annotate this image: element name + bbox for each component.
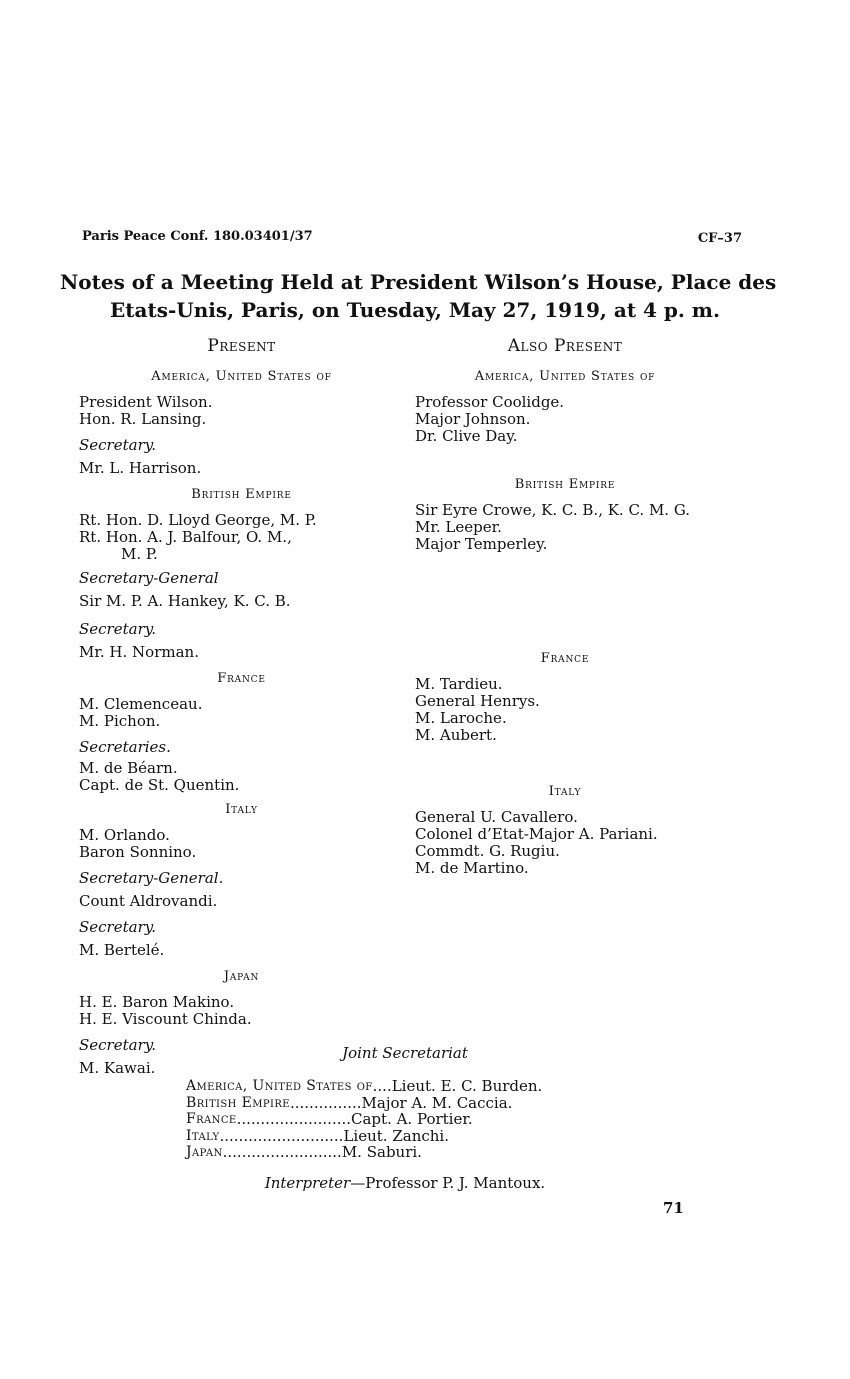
present-italy-heading: Italy	[225, 802, 258, 817]
present-italy-role-2: Secretary.	[79, 918, 156, 936]
also-america-members	[415, 394, 755, 445]
secretary: M. de Béarn.	[79, 759, 178, 777]
present-british-members	[79, 512, 404, 563]
member: Professor Coolidge.	[415, 393, 565, 411]
row-leader: ..........................	[219, 1126, 344, 1145]
present-column	[79, 338, 404, 1077]
also-france-heading: France	[540, 651, 590, 666]
row-leader: .........................	[222, 1143, 342, 1162]
row-country: America, United States of	[186, 1078, 373, 1094]
member-continuation: M. P.	[121, 545, 158, 563]
present-british-secretary-block	[79, 644, 404, 661]
present-japan-secretary-block	[79, 1060, 404, 1077]
member: Rt. Hon. D. Lloyd George, M. P.	[79, 511, 317, 529]
present-france-members	[79, 696, 404, 730]
member: General U. Cavallero.	[415, 808, 578, 826]
present-italy-role-1: Secretary-General.	[79, 869, 224, 887]
joint-secretariat-row	[186, 1111, 542, 1128]
joint-secretariat-row	[186, 1095, 542, 1112]
present-heading: Present	[207, 336, 276, 356]
document-code: CF–37	[697, 231, 742, 246]
member: Rt. Hon. A. J. Balfour, O. M.,	[79, 528, 292, 546]
present-france-heading: France	[217, 671, 266, 686]
member: M. Pichon.	[79, 712, 161, 730]
member: Mr. Leeper.	[415, 518, 502, 536]
row-name: Major A. M. Caccia.	[361, 1093, 513, 1112]
member: M. Laroche.	[415, 709, 507, 727]
present-british-role-2: Secretary.	[79, 620, 156, 638]
joint-secretariat-title: Joint Secretariat	[342, 1044, 468, 1062]
present-british-role-1: Secretary-General	[79, 569, 219, 587]
row-leader: ........................	[236, 1110, 352, 1129]
joint-secretariat-row	[186, 1078, 542, 1095]
present-america-role: Secretary.	[79, 436, 156, 454]
also-france-members	[415, 676, 755, 744]
member: Major Johnson.	[415, 410, 531, 428]
interpreter-line	[0, 1174, 810, 1192]
member: M. Aubert.	[415, 726, 497, 744]
row-leader: ...............	[289, 1093, 362, 1112]
member: Dr. Clive Day.	[415, 427, 518, 445]
present-japan-heading: Japan	[223, 969, 260, 984]
member: H. E. Viscount Chinda.	[79, 1010, 252, 1028]
also-italy-members	[415, 809, 755, 877]
member: General Henrys.	[415, 692, 540, 710]
row-country: British Empire	[186, 1094, 290, 1111]
also-present-heading: Also Present	[507, 336, 623, 356]
row-country: Italy	[186, 1127, 220, 1144]
member: President Wilson.	[79, 393, 213, 411]
interpreter-label: Interpreter	[264, 1174, 351, 1192]
secretary: Mr. H. Norman.	[79, 643, 199, 661]
document-reference: Paris Peace Conf. 180.03401/37	[82, 229, 313, 244]
member: H. E. Baron Makino.	[79, 993, 235, 1011]
also-america-heading: America, United States of	[474, 369, 656, 384]
present-british-heading: British Empire	[191, 487, 292, 502]
member: Sir Eyre Crowe, K. C. B., K. C. M. G.	[415, 501, 691, 519]
secretary: M. Bertelé.	[79, 941, 165, 959]
present-italy-secretary-block	[79, 942, 404, 959]
member: M. de Martino.	[415, 859, 529, 877]
also-present-column	[415, 338, 755, 877]
row-name: Lieut. E. C. Burden.	[391, 1077, 543, 1095]
secretary: Sir M. P. A. Hankey, K. C. B.	[79, 592, 291, 610]
secretary: Mr. L. Harrison.	[79, 459, 202, 477]
row-leader: ....	[372, 1077, 392, 1095]
row-name: Capt. A. Portier.	[351, 1110, 473, 1129]
member: Colonel d’Etat-Major A. Pariani.	[415, 825, 658, 843]
present-america-members	[79, 394, 404, 428]
title-line-2: Etats-Unis, Paris, on Tuesday, May 27, 1919, at 4 p. m.	[110, 298, 720, 322]
interpreter-dash: —	[350, 1174, 366, 1192]
page-number: 71	[663, 1199, 684, 1217]
member: M. Orlando.	[79, 826, 170, 844]
also-british-heading: British Empire	[514, 477, 616, 492]
joint-secretariat-row	[186, 1144, 542, 1161]
member: Major Temperley.	[415, 535, 548, 553]
member: M. Clemenceau.	[79, 695, 203, 713]
row-name: M. Saburi.	[341, 1143, 422, 1162]
present-italy-secretary-general-block	[79, 893, 404, 910]
secretary: M. Kawai.	[79, 1059, 156, 1077]
present-italy-members	[79, 827, 404, 861]
present-japan-members	[79, 994, 404, 1028]
joint-secretariat-row	[186, 1128, 542, 1145]
member: M. Tardieu.	[415, 675, 503, 693]
row-country: France	[186, 1111, 237, 1128]
member: Hon. R. Lansing.	[79, 410, 207, 428]
present-japan-role: Secretary.	[79, 1036, 156, 1054]
secretary: Capt. de St. Quentin.	[79, 776, 240, 794]
present-america-secretary-block	[79, 460, 404, 477]
title-line-1: Notes of a Meeting Held at President Wilson’s House, Place des	[60, 270, 777, 294]
secretary: Count Aldrovandi.	[79, 892, 218, 910]
present-france-secretaries	[79, 760, 404, 794]
present-america-heading: America, United States of	[151, 369, 332, 384]
interpreter-name: Professor P. J. Mantoux.	[365, 1174, 546, 1192]
present-france-role: Secretaries.	[79, 738, 171, 756]
page-title	[60, 268, 777, 324]
also-italy-heading: Italy	[548, 784, 582, 799]
joint-secretariat-table	[186, 1078, 542, 1161]
present-british-secretary-general-block	[79, 593, 404, 610]
member: Baron Sonnino.	[79, 843, 197, 861]
row-country: Japan	[186, 1144, 223, 1161]
member: Commdt. G. Rugiu.	[415, 842, 560, 860]
also-british-members	[415, 502, 755, 553]
row-name: Lieut. Zanchi.	[343, 1126, 449, 1145]
